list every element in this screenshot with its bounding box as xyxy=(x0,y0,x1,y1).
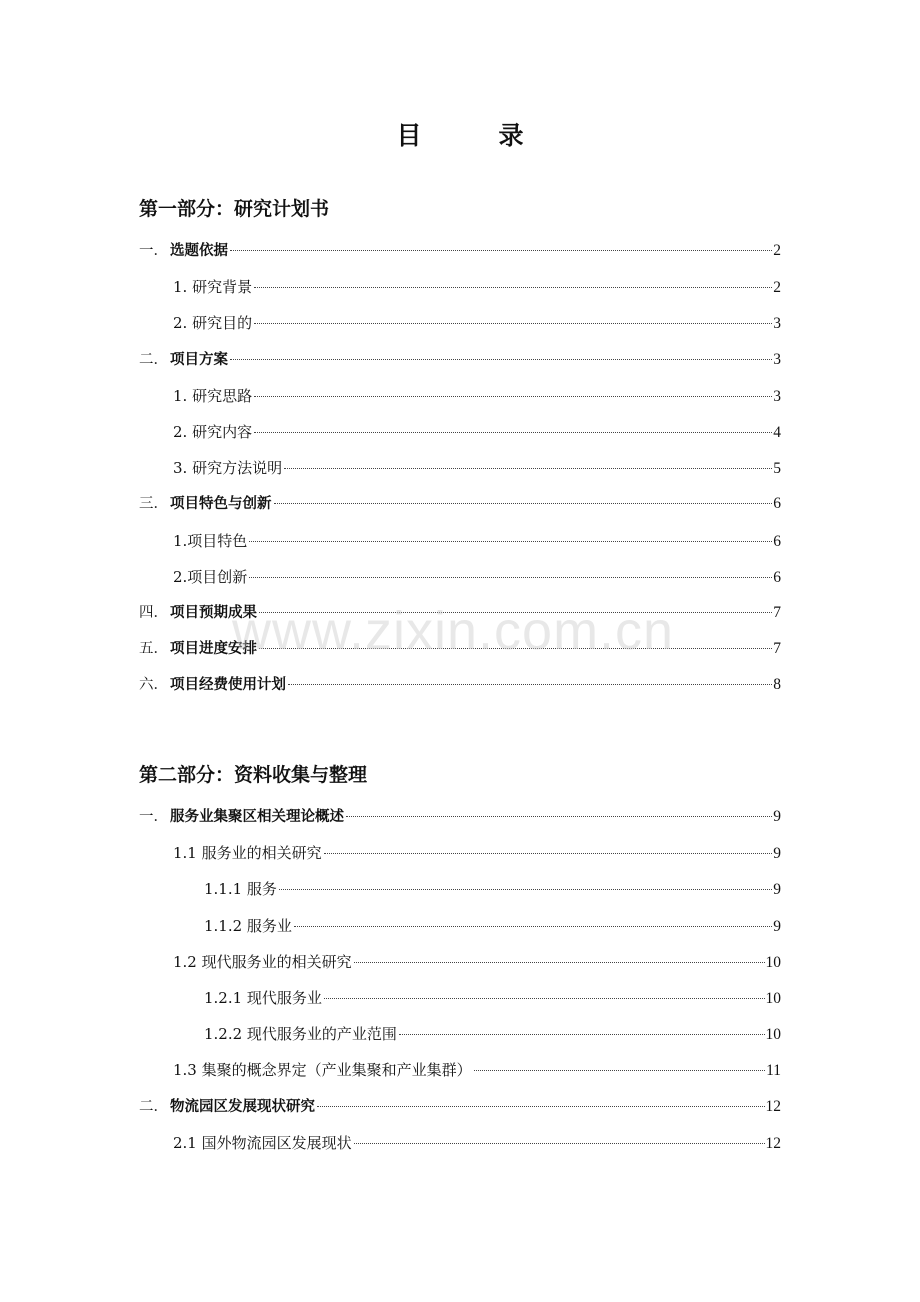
toc-entry[interactable] xyxy=(139,305,781,341)
dot-leader xyxy=(354,962,765,963)
toc-entry[interactable] xyxy=(139,667,781,703)
toc-entry-text: 1.项目特色 xyxy=(173,531,248,550)
toc-entry[interactable] xyxy=(139,871,781,907)
toc-entry-label xyxy=(139,342,228,378)
toc-entry-page-number: 10 xyxy=(765,1026,781,1044)
dot-leader xyxy=(324,998,765,999)
toc-entry-page-number: 7 xyxy=(773,640,781,658)
toc-entry-number: 一． xyxy=(139,809,168,825)
toc-entry-page-number: 3 xyxy=(773,315,781,333)
dot-leader xyxy=(254,432,772,433)
toc-entry-label xyxy=(139,631,257,667)
toc-entry[interactable] xyxy=(139,944,781,980)
toc-entry-page-number: 12 xyxy=(765,1134,781,1152)
toc-entry-page-number: 7 xyxy=(773,603,781,621)
toc-entry-page-number: 3 xyxy=(773,350,781,368)
toc-entry-label xyxy=(173,835,322,871)
dot-leader xyxy=(254,396,772,397)
toc-entry-label xyxy=(204,980,322,1016)
toc-entry-text: 项目方案 xyxy=(170,351,228,368)
toc-entry[interactable] xyxy=(139,908,781,944)
toc-entry-page-number: 6 xyxy=(773,568,781,586)
toc-entry-page-number: 9 xyxy=(773,808,781,825)
dot-leader xyxy=(354,1143,765,1144)
page-title: 目 录 xyxy=(396,121,550,150)
toc-entry-label xyxy=(173,305,252,341)
toc-entry[interactable] xyxy=(139,799,781,835)
toc-entry[interactable] xyxy=(139,835,781,871)
toc-entry[interactable] xyxy=(139,486,781,522)
toc-entry-text: 3. 研究方法说明 xyxy=(173,459,283,478)
toc-entry-page-number: 9 xyxy=(773,881,781,899)
toc-entry-text: 1.1.1 服务 xyxy=(204,880,277,899)
toc-entry[interactable] xyxy=(139,269,781,305)
toc-entry-page-number: 3 xyxy=(773,387,781,405)
toc-entry[interactable] xyxy=(139,414,781,450)
toc-entry[interactable] xyxy=(139,1125,781,1161)
toc-entry-label xyxy=(139,233,228,269)
toc-entry-text: 服务业集聚区相关理论概述 xyxy=(170,809,344,825)
toc-entry-page-number: 11 xyxy=(766,1062,781,1080)
toc-entry-page-number: 10 xyxy=(765,989,781,1007)
toc-entry[interactable] xyxy=(139,595,781,631)
toc-entry-text: 选题依据 xyxy=(170,243,228,259)
toc-entry-text: 2. 研究内容 xyxy=(173,422,253,441)
dot-leader xyxy=(254,287,772,288)
toc-entry-label xyxy=(173,523,247,559)
dot-leader xyxy=(324,853,773,854)
toc-entry-label xyxy=(204,1016,397,1052)
toc-entry-page-number: 10 xyxy=(765,953,781,971)
toc-entry-label xyxy=(173,559,247,595)
part2-heading: 第二部分：资料收集与整理 xyxy=(139,764,368,786)
dot-leader xyxy=(294,926,772,927)
dot-leader xyxy=(288,684,772,685)
dot-leader xyxy=(230,250,772,251)
toc-entry-number: 二． xyxy=(139,1098,168,1115)
toc-entry[interactable] xyxy=(139,378,781,414)
toc-entry-text: 1.2.1 现代服务业 xyxy=(204,988,322,1007)
toc-entry-page-number: 4 xyxy=(773,423,781,441)
toc-entry[interactable] xyxy=(139,342,781,378)
toc-entry-label xyxy=(173,269,252,305)
toc-entry[interactable] xyxy=(139,1089,781,1125)
toc-entry-text: 项目进度安排 xyxy=(170,641,257,658)
toc-entry-label xyxy=(204,908,292,944)
toc-entry-label xyxy=(173,378,252,414)
toc-entry-number: 六． xyxy=(139,677,168,694)
part1-toc xyxy=(139,233,781,703)
toc-entry-page-number: 9 xyxy=(773,917,781,935)
dot-leader xyxy=(249,541,772,542)
toc-entry-text: 1.2.2 现代服务业的产业范围 xyxy=(204,1025,397,1044)
dot-leader xyxy=(284,468,772,469)
toc-entry-text: 2.项目创新 xyxy=(173,567,248,586)
part1-heading: 第一部分：研究计划书 xyxy=(139,198,330,220)
toc-entry-label xyxy=(139,595,257,631)
toc-entry-text: 1.3 集聚的概念界定（产业集聚和产业集群） xyxy=(173,1061,472,1080)
dot-leader xyxy=(249,577,772,578)
toc-entry[interactable] xyxy=(139,233,781,269)
toc-entry-text: 项目特色与创新 xyxy=(170,496,272,513)
toc-entry-label xyxy=(139,486,272,522)
toc-entry[interactable] xyxy=(139,1052,781,1088)
toc-entry-page-number: 5 xyxy=(773,460,781,478)
toc-entry-page-number: 6 xyxy=(773,532,781,550)
dot-leader xyxy=(259,648,772,649)
toc-entry-label xyxy=(204,871,277,907)
toc-entry-label xyxy=(173,450,282,486)
toc-entry-page-number: 12 xyxy=(765,1097,781,1115)
dot-leader xyxy=(317,1106,765,1107)
toc-entry[interactable] xyxy=(139,980,781,1016)
dot-leader xyxy=(254,323,772,324)
dot-leader xyxy=(346,816,772,817)
toc-entry-page-number: 9 xyxy=(773,845,781,863)
toc-entry-text: 项目经费使用计划 xyxy=(170,677,286,694)
dot-leader xyxy=(274,503,773,504)
toc-entry-label xyxy=(173,414,252,450)
toc-entry-text: 1.1.2 服务业 xyxy=(204,916,292,935)
toc-entry-page-number: 8 xyxy=(773,676,781,694)
toc-entry-page-number: 2 xyxy=(773,242,781,259)
toc-entry[interactable] xyxy=(139,631,781,667)
toc-entry[interactable] xyxy=(139,523,781,559)
toc-entry-label xyxy=(173,944,352,980)
toc-entry-text: 2.1 国外物流园区发展现状 xyxy=(173,1133,352,1152)
toc-entry-label xyxy=(139,799,344,835)
part2-toc xyxy=(139,799,781,1161)
dot-leader xyxy=(399,1034,765,1035)
dot-leader xyxy=(279,889,772,890)
toc-entry-number: 四． xyxy=(139,604,168,621)
toc-entry-text: 项目预期成果 xyxy=(170,604,257,621)
dot-leader xyxy=(474,1070,765,1071)
toc-entry-text: 1. 研究思路 xyxy=(173,386,253,405)
toc-entry-text: 2. 研究目的 xyxy=(173,314,253,333)
toc-entry-text: 1.2 现代服务业的相关研究 xyxy=(173,952,352,971)
toc-entry-label xyxy=(139,667,286,703)
toc-entry-text: 1. 研究背景 xyxy=(173,278,253,297)
dot-leader xyxy=(259,612,772,613)
toc-entry-page-number: 2 xyxy=(773,279,781,297)
dot-leader xyxy=(230,359,772,360)
toc-entry-number: 二． xyxy=(139,351,168,368)
toc-entry[interactable] xyxy=(139,559,781,595)
toc-entry-number: 一． xyxy=(139,243,168,259)
toc-entry[interactable] xyxy=(139,450,781,486)
toc-entry-text: 物流园区发展现状研究 xyxy=(170,1098,315,1115)
toc-entry-text: 1.1 服务业的相关研究 xyxy=(173,844,322,863)
toc-entry-label xyxy=(173,1125,352,1161)
toc-entry-label xyxy=(173,1052,472,1088)
toc-entry-label xyxy=(139,1089,315,1125)
watermark-text: www.zixin.com.cn xyxy=(232,601,675,661)
toc-entry-number: 三． xyxy=(139,496,168,513)
toc-entry-number: 五． xyxy=(139,641,168,658)
toc-entry-page-number: 6 xyxy=(773,495,781,513)
toc-entry[interactable] xyxy=(139,1016,781,1052)
